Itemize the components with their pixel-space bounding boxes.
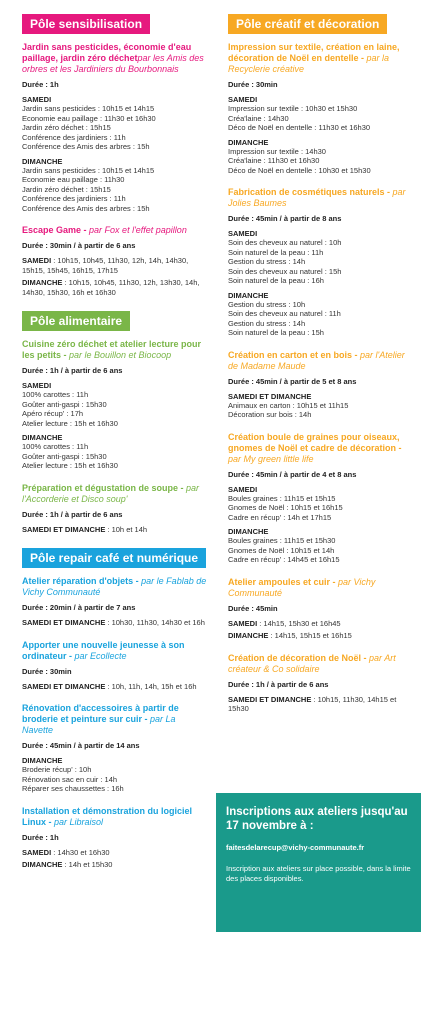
schedule-line: Soin des cheveux au naturel : 11h: [228, 309, 341, 318]
activity-title: [228, 187, 413, 209]
activity-title-text: Cuisine zéro déchet et atelier lecture pour les petits -: [22, 339, 202, 360]
activity-duration: Durée : 30min: [22, 666, 72, 676]
activity-title: [22, 42, 207, 75]
day-label: DIMANCHE: [228, 290, 269, 300]
schedule-times: : 10h15, 10h45, 11h30, 12h, 14h, 14h30, 15h15, 15h45, 16h15, 17h15: [22, 256, 189, 275]
schedule-line: [22, 682, 207, 692]
activity-block: [22, 225, 207, 297]
activity-title-text: Préparation et dégustation de soupe -: [22, 482, 187, 493]
schedule-line: [22, 278, 207, 297]
schedule-line: [228, 695, 413, 714]
activity-organizer: par l'Accorderie et Disco soup': [22, 482, 200, 504]
activity-duration: Durée : 1h: [22, 832, 59, 842]
schedule-line: Soin des cheveux au naturel : 15h: [228, 266, 342, 276]
schedule-line: Jardin zéro déchet : 15h15: [22, 184, 111, 194]
activity-title: [22, 703, 207, 736]
schedule-line: Atelier lecture : 15h et 16h30: [22, 461, 118, 470]
schedule-line: Soin naturel de la peau : 15h: [228, 328, 324, 337]
right-column: [228, 14, 413, 728]
day-label: DIMANCHE: [22, 433, 63, 442]
schedule-line: Jardin zéro déchet : 15h15: [22, 123, 111, 132]
activity-block: [22, 703, 207, 794]
activity-block: [22, 576, 207, 628]
activity-title: [228, 432, 413, 465]
schedule-line: Boules graines : 11h15 et 15h30: [228, 536, 336, 545]
schedule-line: Conférence des jardiniers : 11h: [22, 132, 126, 142]
inscriptions-email[interactable]: faitesdelarecup@vichy-communaute.fr: [226, 843, 365, 852]
activity-duration: Durée : 30min: [228, 80, 278, 89]
schedule-times: : 14h et 15h30: [62, 860, 113, 869]
activity-block: [22, 806, 207, 870]
schedule-line: Impression sur textile : 14h30: [228, 146, 326, 156]
activity-title-text: Fabrication de cosmétiques naturels -: [228, 187, 393, 197]
activity-block: [22, 339, 207, 471]
inscriptions-text: Inscription aux ateliers sur place possible, dans la limite des places disponibles.: [226, 864, 411, 883]
schedule-day: DIMANCHE: [22, 860, 63, 869]
pole-header: Pôle repair café et numérique: [22, 548, 206, 568]
schedule-line: Cadre en récup' : 14h et 17h15: [228, 512, 332, 522]
activity-duration: Durée : 20min / à partir de 7 ans: [22, 603, 136, 612]
schedule-line: Créa'laine : 11h30 et 16h30: [228, 156, 320, 165]
day-label: SAMEDI: [228, 95, 258, 104]
activity-title: [22, 640, 207, 662]
schedule-line: Apéro récup' : 17h: [22, 409, 84, 418]
schedule-line: Jardin sans pesticides : 10h15 et 14h15: [22, 104, 155, 113]
schedule-day: SAMEDI: [22, 847, 52, 857]
activity-title-text: Jardin sans pesticides, économie d'eau paillage, jardin zéro déchet: [22, 42, 192, 63]
schedule-line: Conférence des Amis des arbres : 15h: [22, 203, 150, 213]
activity-block: [228, 42, 413, 175]
activity-organizer: par Ecollecte: [74, 650, 127, 661]
schedule-line: [22, 860, 207, 870]
schedule-day: SAMEDI ET DIMANCHE: [22, 681, 106, 691]
day-label: DIMANCHE: [228, 527, 269, 536]
schedule-day: SAMEDI: [228, 618, 258, 628]
schedule-line: Gestion du stress : 10h: [228, 299, 306, 309]
schedule-line: [22, 618, 207, 628]
schedule-times: : 10h, 11h, 14h, 15h et 16h: [105, 681, 197, 691]
schedule-line: Economie eau paillage : 11h30 et 16h30: [22, 113, 156, 123]
schedule-line: Boules graines : 11h15 et 15h15: [228, 493, 336, 503]
activity-duration: Durée : 45min: [228, 603, 278, 613]
pole-section: [22, 311, 207, 534]
activity-block: [228, 350, 413, 420]
schedule-times: : 10h30, 11h30, 14h30 et 16h: [105, 618, 205, 627]
activity-title-text: Atelier réparation d'objets -: [22, 576, 142, 586]
activity-duration: Durée : 30min / à partir de 6 ans: [22, 241, 136, 250]
schedule-line: Déco de Noël en dentelle : 11h30 et 16h30: [228, 123, 371, 132]
activity-title: [228, 42, 413, 75]
activity-title: [22, 225, 207, 236]
activity-block: [22, 640, 207, 692]
inscriptions-title: Inscriptions aux ateliers jusqu'au 17 novembre à :: [226, 806, 408, 832]
schedule-line: Impression sur textile : 10h30 et 15h30: [228, 104, 358, 113]
activity-duration: Durée : 1h: [22, 80, 59, 89]
activity-title: [228, 350, 413, 372]
activity-title: [22, 483, 207, 505]
schedule-line: Gnomes de Noël : 10h15 et 14h: [228, 545, 335, 555]
activity-organizer: par Libraisol: [54, 816, 104, 827]
schedule-day: DIMANCHE: [22, 278, 63, 287]
inscriptions-box: [216, 793, 421, 932]
schedule-line: [22, 848, 207, 858]
activity-organizer: par le Fablab de Vichy Communauté: [22, 576, 207, 597]
day-label: SAMEDI: [22, 95, 52, 104]
day-label: SAMEDI: [228, 484, 258, 494]
pole-header: Pôle sensibilisation: [22, 14, 150, 34]
schedule-line: Gnomes de Noël : 10h15 et 16h15: [228, 503, 343, 512]
schedule-day: SAMEDI ET DIMANCHE: [228, 694, 312, 704]
pole-section: [22, 548, 207, 870]
activity-title-text: Création boule de graines pour oiseaux, gnomes de Noël et cadre de décoration -: [228, 431, 402, 453]
activity-title-text: Atelier ampoules et cuir -: [228, 576, 339, 587]
schedule-line: Gestion du stress : 14h: [228, 318, 306, 328]
schedule-times: : 14h15, 15h30 et 16h45: [257, 618, 341, 628]
activity-block: [228, 187, 413, 338]
activity-block: [228, 432, 413, 565]
schedule-line: Déco de Noël en dentelle : 10h30 et 15h30: [228, 165, 371, 175]
activity-organizer: par le Bouillon et Biocoop: [69, 350, 172, 360]
day-label: SAMEDI: [22, 381, 52, 390]
activity-title-text: Apporter une nouvelle jeunesse à son ordinateur -: [22, 639, 185, 661]
schedule-line: [22, 256, 207, 275]
activity-title: [22, 339, 207, 361]
activity-block: [22, 42, 207, 213]
schedule-line: Jardin sans pesticides : 10h15 et 14h15: [22, 165, 155, 175]
activity-organizer: par l'Atelier de Madame Maude: [228, 349, 405, 371]
schedule-line: Goûter anti-gaspi : 15h30: [22, 399, 107, 409]
schedule-line: Créa'laine : 14h30: [228, 113, 289, 123]
activity-title-text: Impression sur textile, création en laine, décoration de Noël en dentelle -: [228, 42, 400, 63]
activity-duration: Durée : 1h / à partir de 6 ans: [228, 679, 329, 689]
schedule-line: Soin naturel de la peau : 11h: [228, 247, 324, 257]
schedule-line: Conférence des jardiniers : 11h: [22, 194, 126, 203]
activity-duration: Durée : 1h / à partir de 6 ans: [22, 366, 123, 375]
activity-title-text: Création de décoration de Noël -: [228, 652, 370, 663]
schedule-line: Cadre en récup' : 14h45 et 16h15: [228, 555, 340, 564]
schedule-times: : 14h30 et 16h30: [51, 847, 110, 857]
schedule-line: [228, 619, 413, 629]
activity-title-text: Escape Game -: [22, 225, 90, 235]
activity-duration: Durée : 45min / à partir de 4 et 8 ans: [228, 469, 357, 479]
activity-title: [22, 576, 207, 598]
activity-organizer: par Vichy Communauté: [228, 576, 376, 598]
activity-duration: Durée : 1h / à partir de 6 ans: [22, 509, 123, 519]
schedule-line: [228, 631, 413, 641]
activity-duration: Durée : 45min / à partir de 8 ans: [228, 214, 342, 223]
schedule-line: [22, 525, 207, 535]
activity-title-text: Rénovation d'accessoires à partir de broderie et peinture sur cuir -: [22, 703, 179, 724]
day-label: DIMANCHE: [228, 137, 269, 147]
schedule-day: SAMEDI ET DIMANCHE: [22, 524, 106, 534]
schedule-line: Broderie récup' : 10h: [22, 765, 92, 774]
activity-duration: Durée : 45min / à partir de 5 et 8 ans: [228, 376, 357, 386]
activity-title-text: Installation et démonstration du logiciel Linux -: [22, 805, 193, 827]
activity-block: [228, 653, 413, 714]
schedule-times: : 14h15, 15h15 et 16h15: [268, 631, 352, 640]
day-label: DIMANCHE: [22, 756, 63, 765]
activity-organizer: par Fox et l'effet papillon: [89, 225, 187, 235]
schedule-line: Soin des cheveux au naturel : 10h: [228, 238, 342, 247]
day-label: DIMANCHE: [22, 156, 63, 166]
schedule-line: Décoration sur bois : 14h: [228, 410, 312, 419]
schedule-line: Atelier lecture : 15h et 16h30: [22, 418, 118, 428]
pole-section: [228, 14, 413, 714]
schedule-line: Goûter anti-gaspi : 15h30: [22, 451, 107, 461]
schedule-line: Gestion du stress : 14h: [228, 257, 306, 266]
schedule-line: 100% carottes : 11h: [22, 390, 89, 399]
schedule-line: Soin naturel de la peau : 16h: [228, 276, 324, 285]
activity-title-text: Création en carton et en bois -: [228, 349, 361, 360]
activity-duration: Durée : 45min / à partir de 14 ans: [22, 741, 140, 750]
activity-title: [228, 653, 413, 675]
activity-organizer: par Art créateur & Co solidaire: [228, 652, 396, 674]
schedule-day: SAMEDI: [22, 256, 52, 265]
activity-title: [228, 577, 413, 599]
schedule-times: : 10h et 14h: [105, 524, 148, 534]
schedule-line: Animaux en carton : 10h15 et 11h15: [228, 400, 349, 410]
activity-block: [22, 483, 207, 535]
schedule-day: DIMANCHE: [228, 631, 269, 640]
schedule-day: SAMEDI ET DIMANCHE: [22, 618, 106, 627]
schedule-times: : 10h15, 11h30, 14h15 et 15h30: [228, 694, 397, 713]
activity-organizer: par Jolies Baumes: [228, 187, 406, 208]
left-column: [22, 14, 207, 884]
schedule-line: Réparer ses chaussettes : 16h: [22, 784, 124, 793]
schedule-times: : 10h15, 10h45, 11h30, 12h, 13h30, 14h, 14h30, 15h30, 16h et 16h30: [22, 278, 200, 297]
activity-organizer: par la Recyclerie créative: [228, 53, 390, 74]
activity-title: [22, 806, 207, 828]
schedule-line: Conférence des Amis des arbres : 15h: [22, 142, 150, 151]
schedule-line: Economie eau paillage : 11h30: [22, 175, 125, 184]
pole-header: Pôle alimentaire: [22, 311, 130, 331]
activity-organizer: par les Amis des orbres et les Jardiniers du Bourbonnais: [22, 53, 204, 74]
schedule-line: 100% carottes : 11h: [22, 442, 89, 451]
activity-block: [228, 577, 413, 641]
pole-section: [22, 14, 207, 297]
activity-organizer: par My green little life: [228, 453, 314, 464]
pole-header: Pôle créatif et décoration: [228, 14, 387, 34]
day-label: SAMEDI ET DIMANCHE: [228, 391, 312, 401]
schedule-line: Rénovation sac en cuir : 14h: [22, 774, 118, 784]
activity-organizer: par La Navette: [22, 714, 176, 735]
day-label: SAMEDI: [228, 229, 258, 238]
